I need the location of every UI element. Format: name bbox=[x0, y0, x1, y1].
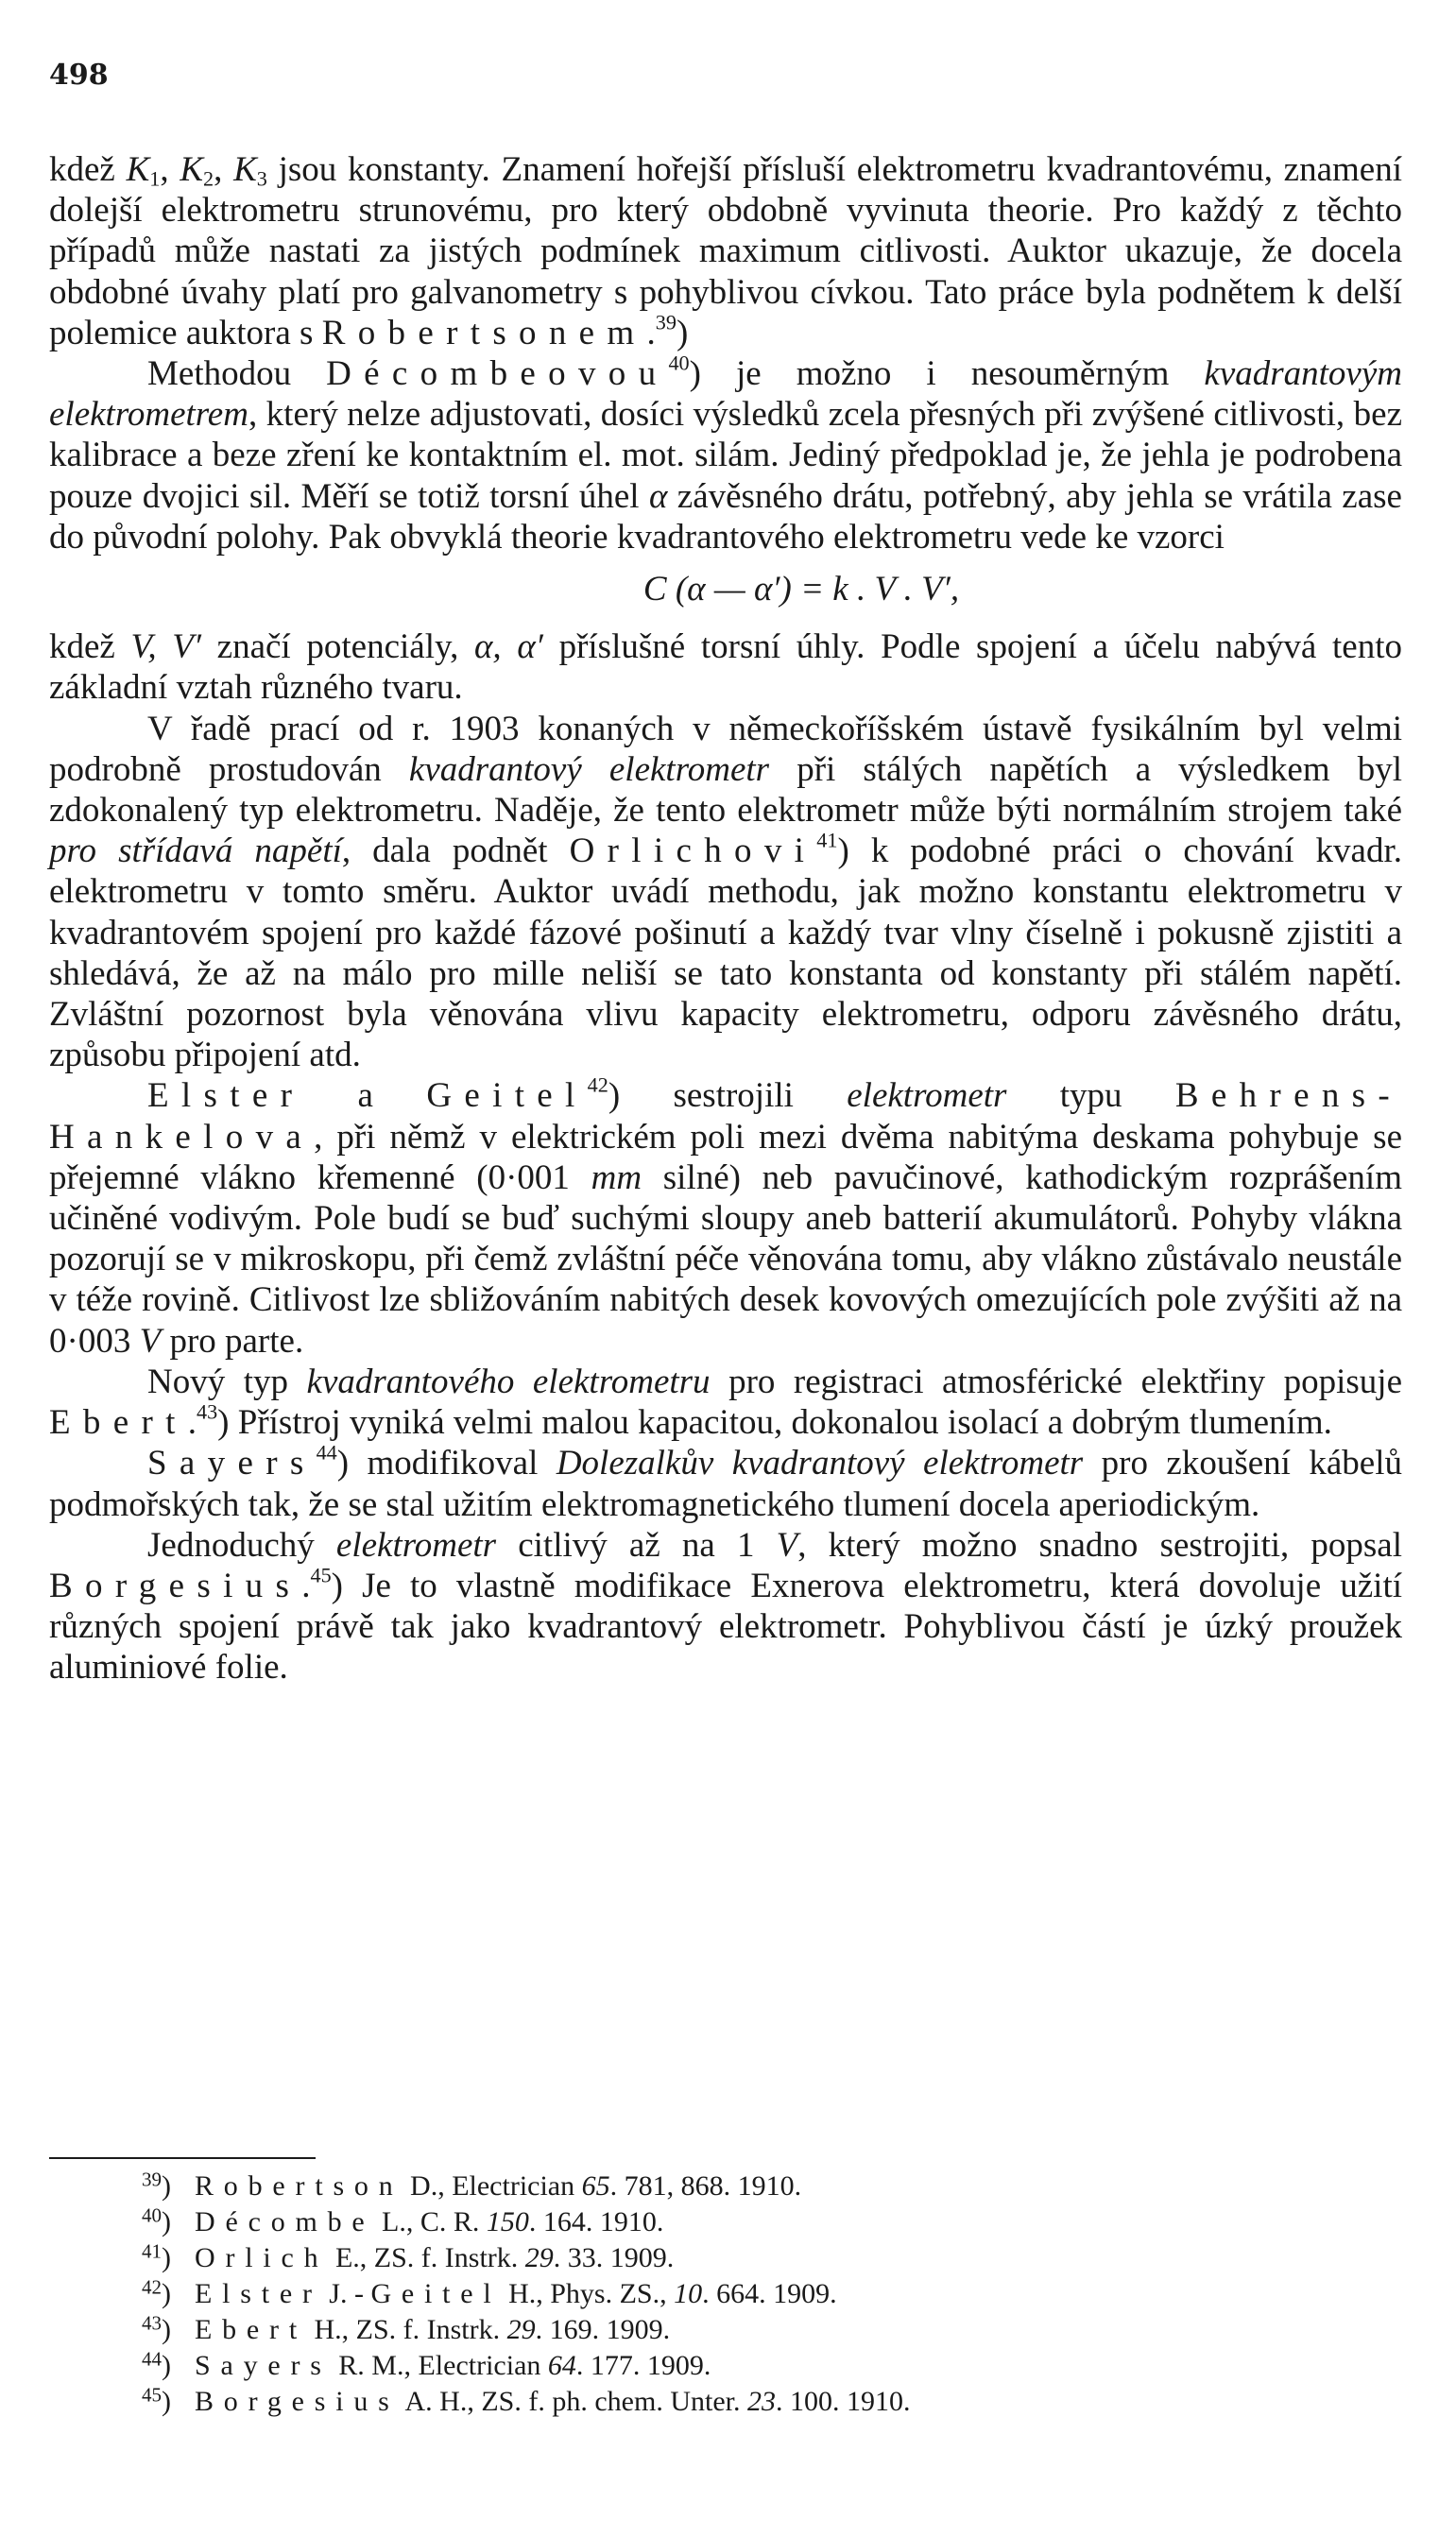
italic-text: 65 bbox=[581, 2170, 610, 2202]
italic-text: elektrometr bbox=[335, 1525, 497, 1565]
spaced-name: Behrens-Hankelova bbox=[49, 1076, 1402, 1157]
spaced-name: Borgesius bbox=[49, 1566, 302, 1605]
footnote-ref: 42 bbox=[587, 1072, 608, 1097]
spaced-name: Elster bbox=[195, 2278, 322, 2309]
footnote-number: $^{41}$) bbox=[142, 2239, 171, 2273]
subscript: 2 bbox=[203, 166, 214, 191]
body-text bbox=[49, 149, 1402, 1688]
paragraph: Jednoduchý elektrometr citlivý až na 1 V, který možno snadno sestrojiti, popsal Borgesius.$^{45}$) Je to vlastně modifikace Exnerova elektrometru, která dovoluje užití různých spojení právě tak jako kvadrantový elektrometr. Pohyblivou částí je úzký proužek aluminiové folie. bbox=[49, 1525, 1402, 1688]
footnote-text: Elster J. - Geitel H., Phys. ZS., 10. 664. 1909. bbox=[195, 2278, 837, 2309]
footnote-ref: 40 bbox=[668, 351, 690, 375]
italic-text: V, V′ bbox=[130, 627, 201, 667]
paragraph: kdež $K_1$, $K_2$, $K_3$ jsou konstanty. Znamení hořejší přísluší elektrometru kvadrantovému, znamení dolejší elektrometru strunovému, pro který obdobně vyvinuta theorie. Pro každý z těchto případů může nastati za jistých podmínek maximum citlivosti. Auktor ukazuje, že docela obdobné úvahy platí pro galvanometry s pohyblivou cívkou. Tato práce byla podnětem k delší polemice auktora s Robertsonem.$^{39}$) bbox=[49, 150, 1403, 352]
spaced-name: Sayers bbox=[147, 1444, 317, 1483]
italic-text: Dolezalkův kvadrantový elektrometr bbox=[556, 1444, 1084, 1483]
footnote-number: $^{40}$) bbox=[142, 2203, 171, 2237]
italic-text: 64 bbox=[547, 2350, 576, 2381]
footnote-text: Décombe L., C. R. 150. 164. 1910. bbox=[195, 2206, 664, 2237]
footnote bbox=[142, 2276, 1276, 2312]
italic-text: K bbox=[126, 150, 150, 189]
footnote-number: $^{39}$) bbox=[142, 2168, 171, 2202]
italic-text: 23 bbox=[746, 2386, 776, 2417]
italic-text: α bbox=[648, 476, 668, 516]
spaced-name: Décombeovou bbox=[326, 354, 669, 394]
footnote-ref: 39 bbox=[655, 310, 677, 334]
footnote-text: Borgesius A. H., ZS. f. ph. chem. Unter. 23. 100. 1910. bbox=[195, 2386, 911, 2417]
italic-text: kvadrantovým elektrometrem bbox=[49, 354, 1402, 435]
footnotes bbox=[142, 2168, 1276, 2420]
footnote-number: $^{44}$) bbox=[142, 2347, 171, 2381]
italic-text: 10 bbox=[674, 2278, 703, 2309]
spaced-name: Orlichovi bbox=[569, 831, 817, 871]
italic-text: α, α′ bbox=[474, 627, 543, 667]
paragraph: kdež V, V′ značí potenciály, α, α′ příslušné torsní úhly. Podle spojení a účelu nabývá tento základní vztah různého tvaru. bbox=[49, 627, 1402, 708]
footnote bbox=[142, 2168, 1276, 2204]
footnote-ref: 44 bbox=[316, 1440, 337, 1465]
italic-text: V bbox=[139, 1321, 162, 1361]
italic-text: elektrometr bbox=[847, 1076, 1007, 1116]
subscript: 3 bbox=[256, 166, 267, 191]
spaced-name: Geitel bbox=[426, 1076, 588, 1116]
footnote-ref: 43 bbox=[196, 1399, 218, 1424]
spaced-name: Robertson bbox=[195, 2170, 403, 2202]
paragraph: Sayers$^{44}$) modifikoval Dolezalkův kvadrantový elektrometr pro zkoušení kábelů podmořských tak, že se stal užitím elektromagnetického tlumení docela aperiodickým. bbox=[49, 1440, 1402, 1524]
footnote-text: Robertson D., Electrician 65. 781, 868. 1910. bbox=[195, 2170, 802, 2202]
footnote-text: Ebert H., ZS. f. Instrk. 29. 169. 1909. bbox=[195, 2314, 671, 2345]
italic-text: kvadrantového elektrometru bbox=[306, 1362, 711, 1401]
spaced-name: Robertsonem bbox=[321, 313, 647, 352]
paragraph: Elster a Geitel$^{42}$) sestrojili elektrometr typu Behrens-Hankelova, při němž v elektrickém poli mezi dvěma nabitýma deskama pohybuje se přejemné vlákno křemenné (0·001 mm silné) neb pavučinové, kathodickým rozprášením učiněné vodivým. Pole budí se buď suchými sloupy aneb batterií akumulátorů. Pohyby vlákna pozorují se v mikroskopu, při čemž zvláštní péče věnována tomu, aby vlákno zůstávalo neustále v téže rovině. Citlivost lze sbližováním nabitých desek kovových omezujících pole zvýšiti až na 0·003 V pro parte. bbox=[49, 1072, 1402, 1361]
spaced-name: Décombe bbox=[195, 2206, 375, 2237]
paragraph: Methodou Décombeovou$^{40}$) je možno i nesouměrným kvadrantovým elektrometrem, který nelze adjustovati, dosíci výsledků zcela přesných při zvýšené citlivosti, bez kalibrace a beze zření ke kontaktním el. mot. silám. Jediný předpoklad je, že jehla je podrobena pouze dvojici sil. Měří se totiž torsní úhel α závěsného drátu, potřebný, aby jehla se vrátila zase do původní polohy. Pak obvyklá theorie kvadrantového elektrometru vede ke vzorci bbox=[49, 351, 1402, 557]
footnote-text: Sayers R. M., Electrician 64. 177. 1909. bbox=[195, 2350, 711, 2381]
spaced-name: Geitel bbox=[370, 2278, 502, 2309]
footnote-text: Orlich E., ZS. f. Instrk. 29. 33. 1909. bbox=[195, 2242, 675, 2273]
italic-text: 150 bbox=[486, 2206, 529, 2237]
italic-text: K bbox=[180, 150, 204, 189]
spaced-name: Elster bbox=[147, 1076, 305, 1116]
footnote-ref: 41 bbox=[816, 828, 838, 852]
footnote bbox=[142, 2312, 1276, 2348]
italic-text: V bbox=[776, 1525, 798, 1565]
italic-text: K bbox=[233, 150, 257, 189]
spaced-name: Borgesius bbox=[195, 2386, 400, 2417]
italic-text: kvadrantový elektrometr bbox=[408, 749, 770, 789]
paragraph: V řadě prací od r. 1903 konaných v německoříšském ústavě fysikálním byl velmi podrobně prostudován kvadrantový elektrometr při stálých napětích a výsledkem byl zdokonalený typ elektrometru. Naděje, že tento elektrometr může býti normálním strojem také pro střídavá napětí, dala podnět Orlichovi$^{41}$) k podobné práci o chování kvadr. elektrometru v tomto směru. Auktor uvádí methodu, jak možno konstantu elektrometru v kvadrantovém spojení pro každé fázové pošinutí a každý tvar vlny číselně i pokusně zjistiti a shledává, že až na málo pro mille neliší se tato konstanta od konstanty při stálém napětí. Zvláštní pozornost byla věnována vlivu kapacity elektrometru, odporu závěsného drátu, způsobu připojení atd. bbox=[49, 709, 1403, 1075]
page-number: 498 bbox=[49, 59, 109, 92]
subscript: 1 bbox=[149, 166, 161, 191]
footnote-number: $^{45}$) bbox=[142, 2383, 171, 2417]
spaced-name: Ebert bbox=[195, 2314, 307, 2345]
footnote bbox=[142, 2240, 1276, 2276]
footnote-number: $^{42}$) bbox=[142, 2275, 171, 2309]
formula: C (α — α′) = k . V . V′, bbox=[642, 570, 960, 609]
footnote-number: $^{43}$) bbox=[142, 2311, 171, 2345]
footnote-ref: 45 bbox=[310, 1563, 332, 1587]
italic-text: pro střídavá napětí bbox=[49, 831, 342, 871]
spaced-name: Orlich bbox=[195, 2242, 329, 2273]
footnote-divider bbox=[49, 2157, 316, 2159]
italic-text: 29 bbox=[524, 2242, 554, 2273]
footnote bbox=[142, 2204, 1276, 2240]
italic-text: mm bbox=[591, 1157, 642, 1197]
paragraph: Nový typ kvadrantového elektrometru pro registraci atmosférické elektřiny popisuje Ebert.$^{43}$) Přístroj vyniká velmi malou kapacitou, dokonalou isolací a dobrým tlumením. bbox=[49, 1362, 1402, 1443]
footnote bbox=[142, 2348, 1276, 2384]
spaced-name: Ebert bbox=[49, 1403, 188, 1443]
footnote bbox=[142, 2384, 1276, 2420]
spaced-name: Sayers bbox=[195, 2350, 332, 2381]
italic-text: 29 bbox=[506, 2314, 536, 2345]
